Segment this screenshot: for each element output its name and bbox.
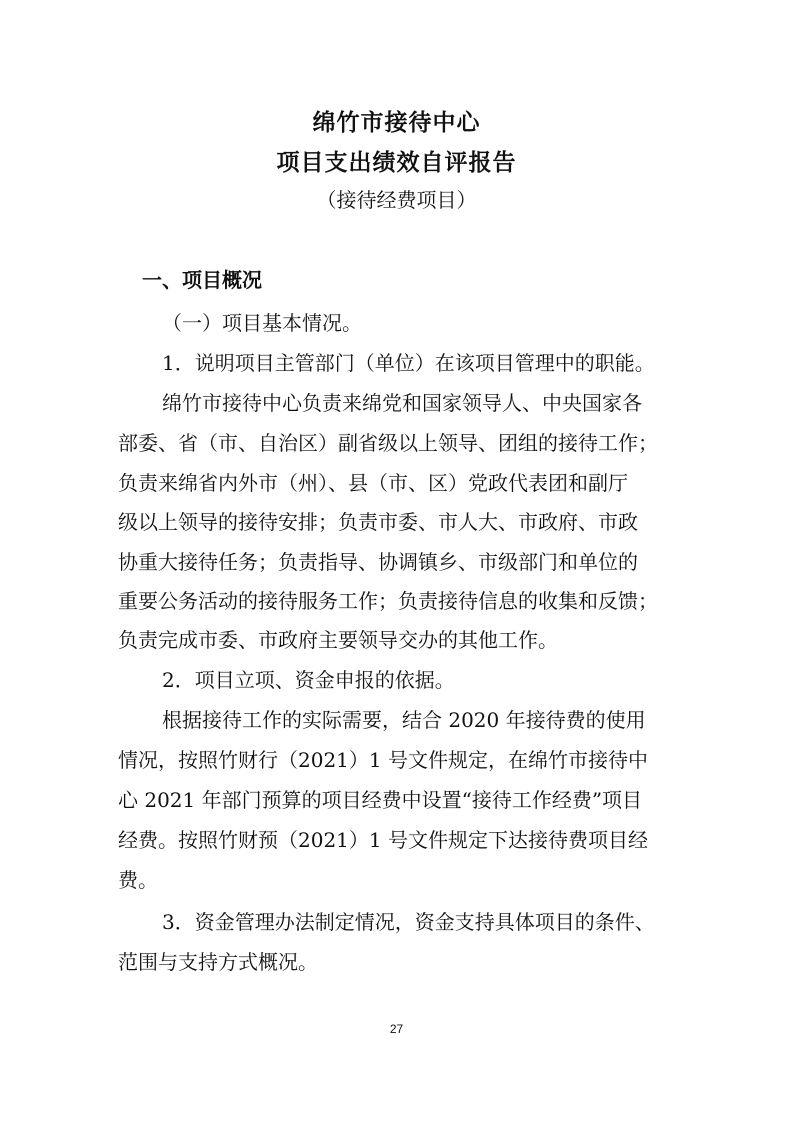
document-subtitle: （接待经费项目） bbox=[316, 188, 477, 212]
subsection-heading: （一）项目基本情况。 bbox=[162, 311, 362, 335]
paragraph-line: 负责来绵省内外市（州）、县（市、区）党政代表团和副厅 bbox=[118, 471, 628, 495]
document-title: 绵竹市接待中心 bbox=[312, 110, 481, 136]
item-heading-3: 3．资金管理办法制定情况，资金支持具体项目的条件、 bbox=[162, 910, 655, 934]
paragraph-line: 费。 bbox=[118, 868, 158, 892]
paragraph-line: 协重大接待任务；负责指导、协调镇乡、市级部门和单位的 bbox=[118, 550, 638, 574]
paragraph-line: 重要公务活动的接待服务工作；负责接待信息的收集和反馈； bbox=[118, 589, 658, 613]
paragraph-line: 范围与支持方式概况。 bbox=[118, 950, 318, 974]
section-heading: 一、项目概况 bbox=[142, 268, 262, 292]
paragraph-line: 绵竹市接待中心负责来绵党和国家领导人、中央国家各 bbox=[162, 391, 642, 415]
item-heading-1: 1．说明项目主管部门（单位）在该项目管理中的职能。 bbox=[162, 351, 655, 375]
page-number: 27 bbox=[389, 1022, 404, 1036]
paragraph-line: 级以上领导的接待安排；负责市委、市人大、市政府、市政 bbox=[118, 510, 638, 534]
paragraph-line: 部委、省（市、自治区）副省级以上领导、团组的接待工作； bbox=[118, 431, 658, 455]
paragraph-line: 经费。按照竹财预（2021）1 号文件规定下达接待费项目经 bbox=[118, 828, 648, 852]
paragraph-line: 情况，按照竹财行（2021）1 号文件规定，在绵竹市接待中 bbox=[118, 748, 648, 772]
paragraph-line: 心 2021 年部门预算的项目经费中设置“接待工作经费”项目 bbox=[118, 788, 643, 812]
document-title-line2: 项目支出绩效自评报告 bbox=[276, 150, 517, 176]
item-heading-2: 2．项目立项、资金申报的依据。 bbox=[162, 668, 455, 692]
paragraph-line: 负责完成市委、市政府主要领导交办的其他工作。 bbox=[118, 628, 558, 652]
paragraph-line: 根据接待工作的实际需要，结合 2020 年接待费的使用 bbox=[162, 708, 646, 732]
